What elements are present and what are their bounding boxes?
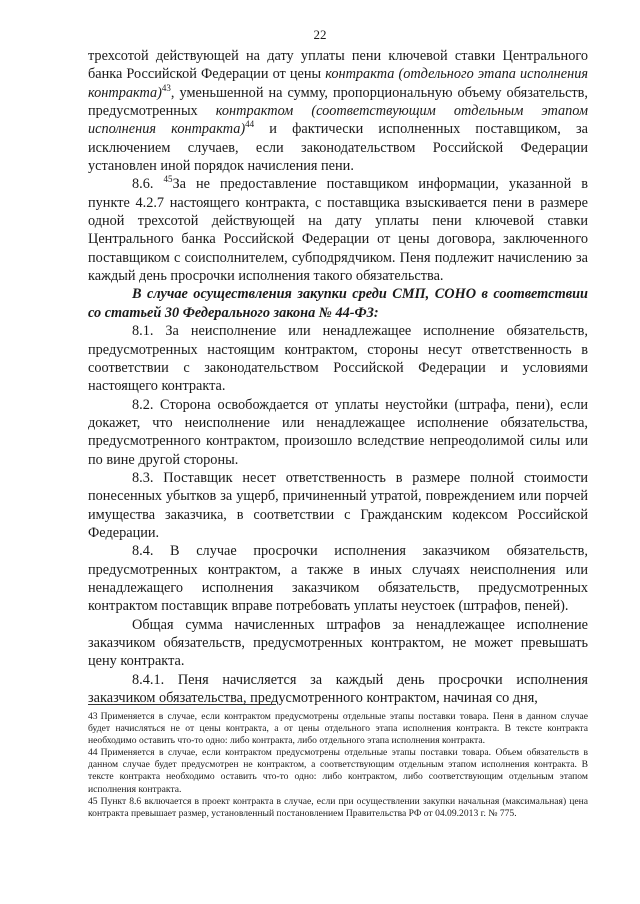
footnote-number: 44: [88, 747, 98, 759]
footnote-number: 45: [88, 795, 98, 807]
paragraph-text: , уменьшенной на сумму, пропорциональную объему обязательств, предусмотренных: [88, 84, 588, 120]
footnote-ref-43[interactable]: 43: [161, 82, 171, 93]
footnote-text: Применяется в случае, если контрактом предусмотрены отдельные этапы поставки товара. Объем обязательств в данном случае будет предусмотрен не контрактом, а соответствующим отдельным этапом исполнения контракта. В тексте контракта необходимо оставить что-то одно: либо контрактом, либо соответствующим отдельным этапом исполнения контракта.: [88, 747, 588, 795]
paragraph-text: трехсотой действующей на дату уплаты пени ключевой ставки Центрального банка Российской Федерации от цены: [88, 48, 588, 83]
fine-total-paragraph: Общая сумма начисленных штрафов за ненадлежащее исполнение заказчиком обязательств, предусмотренных контрактом, не может превышать цену контракта.: [88, 616, 588, 670]
paragraph-continuation: [88, 47, 588, 175]
footnote-number: 43: [88, 711, 98, 722]
footnote-text: Пункт 8.6 включается в проект контракта в случае, если при осуществлении закупки начальная (максимальная) цена контракта превышает размер, установленный постановлением Правительства РФ от 04.09.2013 г. № 775.: [88, 795, 588, 819]
section-heading: В случае осуществления закупки среди СМП, СОНО в соответствии со статьей 30 Федерального закона № 44-ФЗ:: [88, 286, 588, 321]
page-number: 22: [313, 27, 327, 42]
footnote-text: Применяется в случае, если контрактом предусмотрены отдельные этапы поставки товара. Пеня в данном случае будет начисляться не от цены контракта, а от цены отдельного этапа исполнения контракта. В тексте контракта необходимо оставить что-то одно: либо контракта, либо отдельного этапа исполнения контракта.: [88, 711, 588, 747]
italic-clause: контракта (отдельного этапа исполнения контракта): [88, 66, 588, 101]
footnote-separator: [88, 704, 276, 705]
clause-8-3: 8.3. Поставщик несет ответственность в размере полной стоимости понесенных убытков за ущерб, причиненный утратой, повреждением или порчей имущества заказчика, в соответствии с Гражданским кодексом Российской Федерации.: [88, 469, 588, 541]
clause-8-4: 8.4. В случае просрочки исполнения заказчиком обязательств, предусмотренных контрактом, а также в иных случаях неисполнения или ненадлежащего исполнения заказчиком обязательств, предусмотренных контрактом поставщик вправе потребовать уплаты неустоек (штрафов, пеней).: [88, 543, 588, 615]
footnote-ref-44[interactable]: 44: [245, 119, 255, 130]
footnote-43: [88, 711, 588, 747]
clause-number: 8.6.: [132, 176, 164, 193]
document-body: [88, 47, 588, 707]
footnotes: [88, 711, 588, 820]
paragraph-text: и фактически исполненных поставщиком, за исключением случаев, если законодательством Российской Федерации установлен иной порядок начисления пени.: [88, 121, 589, 175]
italic-clause: контрактом (соответствующим отдельным этапом исполнения контракта): [88, 103, 589, 138]
footnote-44: [88, 747, 588, 795]
clause-8-1: 8.1. За неисполнение или ненадлежащее исполнение обязательств, предусмотренных настоящим контрактом, стороны несут ответственность в соответствии с законодательством Российской Федерации и условиями настоящего контракта.: [88, 323, 588, 395]
clause-8-4-1: 8.4.1. Пеня начисляется за каждый день просрочки исполнения заказчиком обязательства, предусмотренного контрактом, начиная со дня,: [88, 671, 588, 707]
clause-8-6: [88, 175, 588, 285]
clause-8-2: 8.2. Сторона освобождается от уплаты неустойки (штрафа, пени), если докажет, что неисполнение или ненадлежащее исполнение обязательства, предусмотренного контрактом, произошло вследствие непреодолимой силы или по вине другой стороны.: [88, 396, 588, 468]
clause-text: За не предоставление поставщиком информации, указанной в пункте 4.2.7 настоящего контракта, с поставщика взыскивается пени в размере одной трехсотой действующей на дату уплаты пени ключевой ставки Центрального банка Российской Федерации от цены договора, заключенного поставщиком с соисполнителем, субподрядчиком. Пеня подлежит начислению за каждый день просрочки исполнения такого обязательства.: [88, 176, 588, 285]
footnote-45: [88, 796, 588, 820]
footnote-ref-45[interactable]: 45: [163, 174, 173, 185]
